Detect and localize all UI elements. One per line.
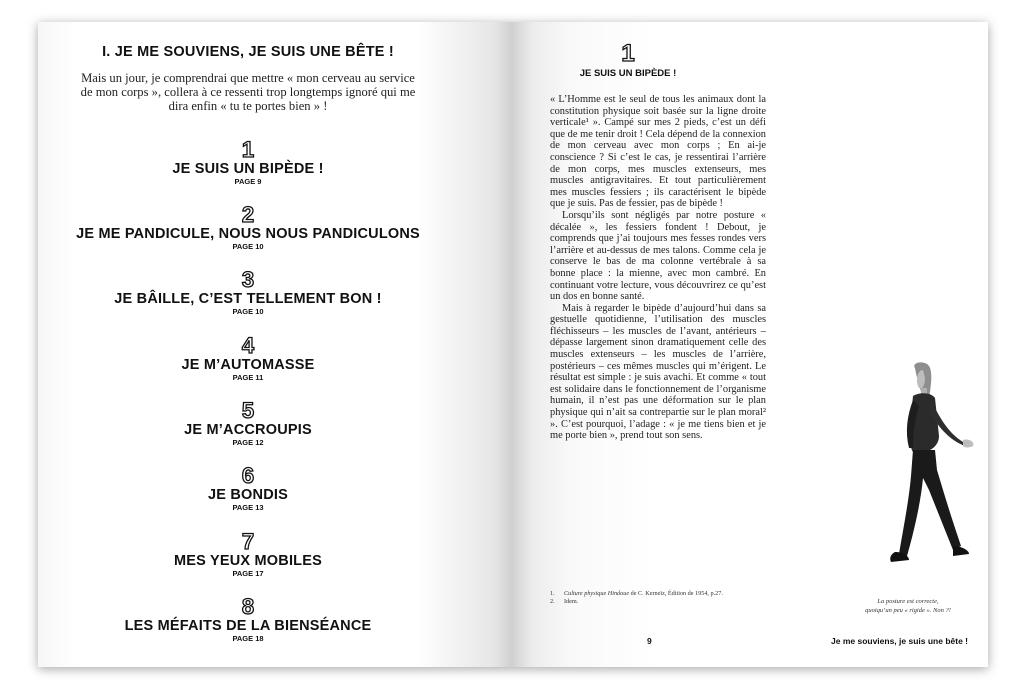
body-paragraph: Lorsqu’ils sont négligés par notre posture « décalée », les fessiers fondent ! Debout, je comprends que j’ai toujours mes fesses rondes vers l’arrière et au-dessus de mes talons. Comme cela je conserve le bas de ma colonne vertébrale à sa bonne place : la mienne, avec mon cambré. En continuant votre lecture, vous découvrirez ce qu’est un dos en bonne santé. [550,209,766,303]
footnote-text: de C. Kerneïz, Édition de 1954, p.27. [629,590,723,597]
toc-item [38,596,458,644]
toc-item-title: JE M’ACCROUPIS [184,422,312,438]
footnotes [550,590,730,606]
toc-item-title: JE M’AUTOMASSE [181,357,315,373]
toc-item-page: PAGE 12 [232,438,264,447]
left-page [38,22,513,667]
toc-item-number: 2 [241,202,255,227]
footnote-text: Idem. [564,598,579,605]
toc-item [38,335,458,383]
toc-item-number: 1 [241,137,255,162]
toc-item-title: JE SUIS UN BIPÈDE ! [172,161,324,177]
right-page [513,22,988,667]
toc-item [38,531,458,579]
toc-item-title: JE BÂILLE, C’EST TELLEMENT BON ! [114,291,382,307]
toc-item-page: PAGE 9 [234,177,262,186]
toc-item-number: 8 [241,594,255,619]
toc-item-page: PAGE 18 [232,634,264,643]
page-number: 9 [647,636,652,646]
toc-item-page: PAGE 10 [232,242,264,251]
toc-item [38,269,458,317]
running-head: Je me souviens, je suis une bête ! [831,636,968,646]
toc-item [38,400,458,448]
toc-item-number: 7 [241,529,255,554]
body-paragraph: « L’Homme est le seul de tous les animaux dont la constitution physique soit basée sur la ligne droite verticale¹ ». Campé sur mes 2 pieds, c’est un défi que de me tenir droit ! Cela dépend de la connexion de mon cerveau avec mon corps ; En ai-je conscience ? Si c’est le cas, je ressentirai l’arrière de mon corps, mes muscles extenseurs, mes muscles antigravitaires. Et tout particulièrement mes muscles fessiers ; ils caractérisent le bipède que je suis. Pas de fessier, pas de bipède ! [550,94,766,210]
toc-item [38,204,458,252]
section-title: JE SUIS UN BIPÈDE ! [579,68,677,79]
toc-item-page: PAGE 17 [232,569,264,578]
footnote [550,590,730,598]
body-paragraph: Mais à regarder le bipède d’aujourd’hui dans sa gestuelle quotidienne, l’utilisation des muscles fléchisseurs – les muscles de l’avant, antérieurs – dépasse largement sinon dramatiquement celle des muscles extenseurs – les muscles de l’arrière, postérieurs – ces mêmes muscles qui m’érigent. Le résultat est simple : je suis avachi. Et comme « tout est solidaire dans le fonctionnement de l’organisme humain, il n’est pas une déformation sur le plan physique qui n’ait sa contrepartie sur le plan moral² ». C’est pourquoi, l’adage : « je me tiens bien et je me porte bien », prend tout son sens. [550,302,766,442]
photo-caption [853,598,963,615]
chapter-intro: Mais un jour, je comprendrai que mettre « mon cerveau au service de mon corps », collera à ce ressenti trop longtemps ignoré qui me dira enfin « tu te portes bien » ! [80,71,416,113]
footnote-number: 1. [550,590,555,597]
toc-item-page: PAGE 11 [232,373,264,382]
book-spread [38,22,988,667]
footnote [550,598,730,606]
footnote-number: 2. [550,598,555,605]
footnote-book-title: Culture physique Hindoue [564,590,630,597]
toc-item [38,139,458,187]
toc-item-title: LES MÉFAITS DE LA BIENSÉANCE [124,618,372,634]
toc-item-title: JE ME PANDICULE, NOUS NOUS PANDICULONS [76,226,420,242]
toc-item [38,465,458,513]
chapter-title: I. JE ME SOUVIENS, JE SUIS UNE BÊTE ! [102,44,394,60]
toc-item-number: 4 [241,333,255,358]
toc-item-page: PAGE 13 [232,503,264,512]
walking-woman-photo [873,360,988,585]
caption-line: La posture est correcte, [877,598,939,605]
toc-item-number: 6 [241,463,255,488]
toc-item-page: PAGE 10 [232,307,264,316]
toc-item-title: JE BONDIS [208,487,288,503]
section-number: 1 [621,40,635,67]
toc-item-number: 3 [241,267,255,292]
caption-line: quoiqu’un peu « rigide ». Non ?! [865,606,951,614]
body-text [550,94,766,442]
toc-item-number: 5 [241,398,255,423]
toc-item-title: MES YEUX MOBILES [174,553,322,569]
